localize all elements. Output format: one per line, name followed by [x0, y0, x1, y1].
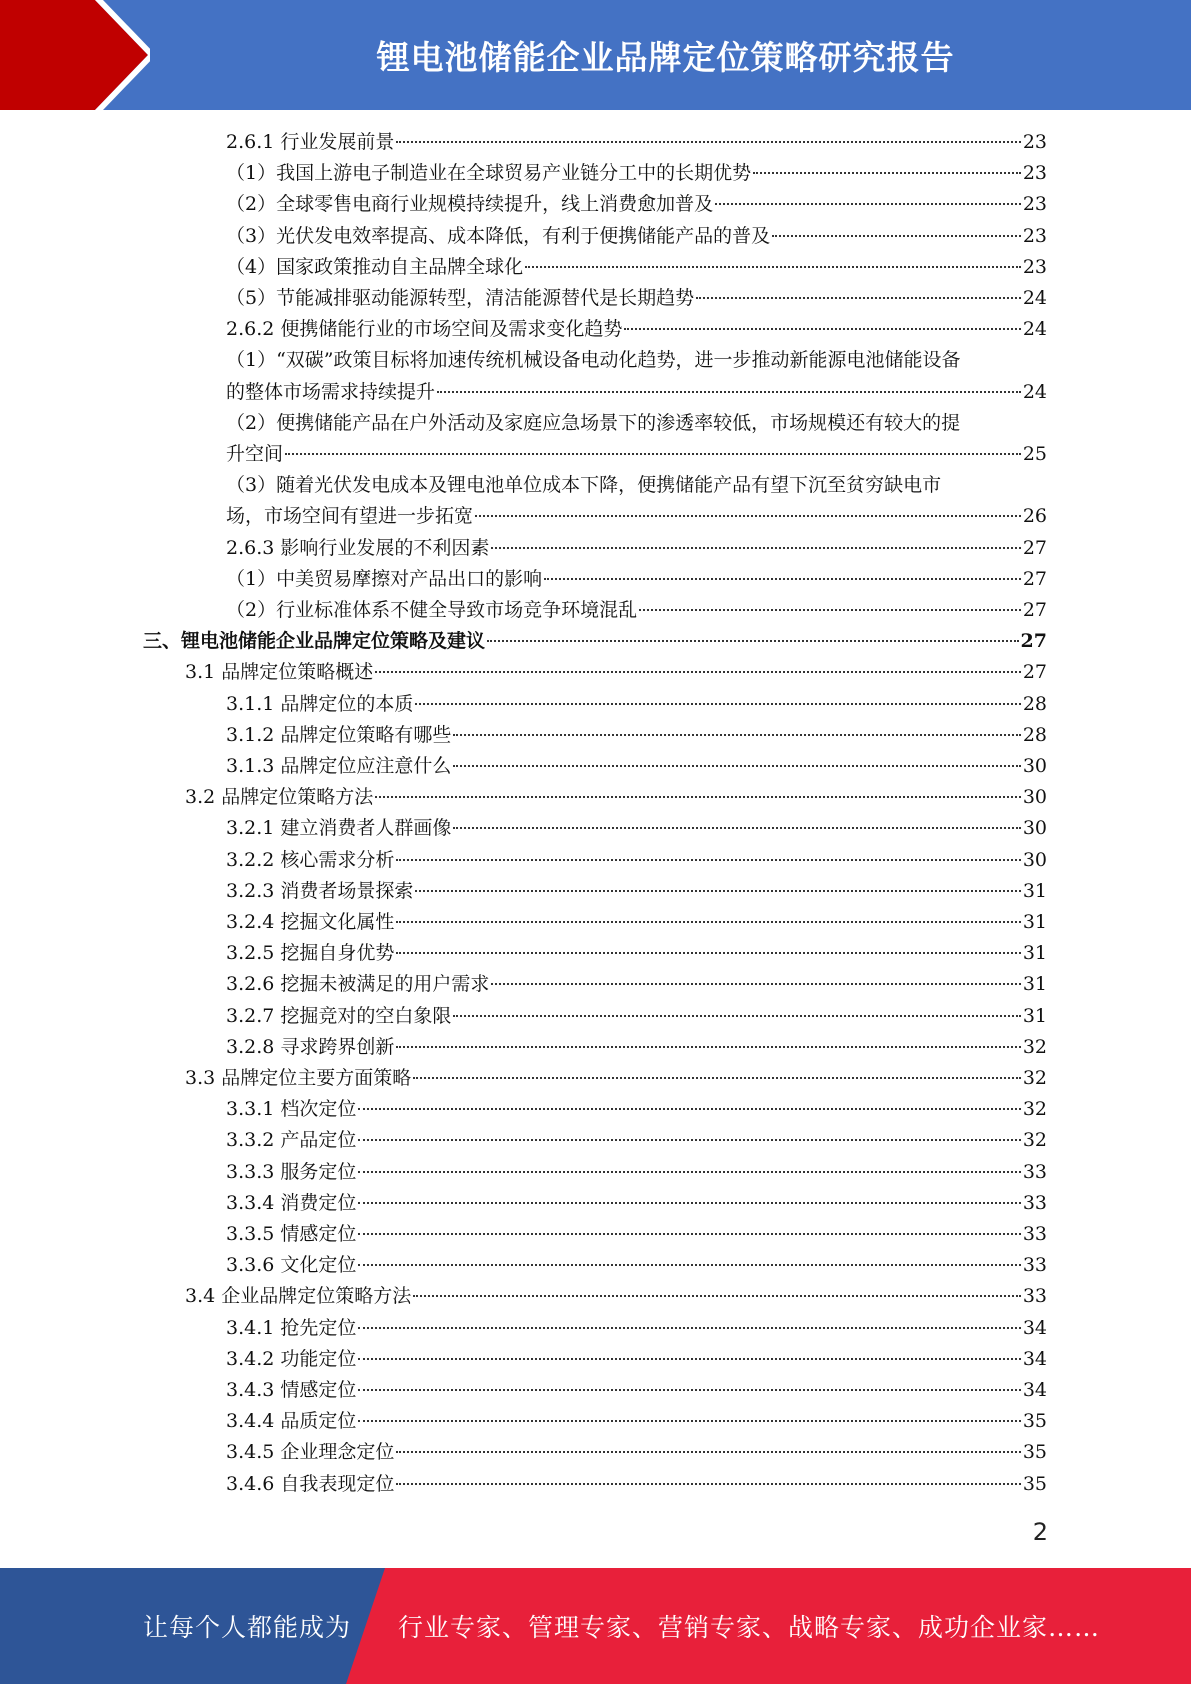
page-footer [0, 1568, 1191, 1684]
toc-entry-text: （4）国家政策推动自主品牌全球化 [226, 256, 524, 278]
toc-entry[interactable] [226, 439, 1047, 470]
toc-entry[interactable] [226, 1344, 1047, 1375]
toc-entry-text: 2.6.2 便携储能行业的市场空间及需求变化趋势 [226, 318, 623, 340]
toc-dot-leader [358, 1139, 1020, 1141]
header-arrow-decoration [0, 0, 150, 110]
toc-page-number: 30 [1022, 849, 1047, 871]
toc-entry[interactable] [226, 751, 1047, 782]
toc-entry[interactable] [226, 907, 1047, 938]
toc-dot-leader [415, 890, 1020, 892]
toc-page-number: 30 [1022, 817, 1047, 839]
toc-page-number: 33 [1022, 1254, 1047, 1276]
toc-entry-text: 3.3.4 消费定位 [226, 1192, 357, 1214]
toc-dot-leader [396, 952, 1020, 954]
toc-entry-text: 3.2.6 挖掘未被满足的用户需求 [226, 973, 490, 995]
toc-entry-text: 升空间 [226, 443, 284, 465]
toc-dot-leader [396, 141, 1020, 143]
toc-dot-leader [639, 609, 1021, 611]
toc-dot-leader [491, 983, 1020, 985]
toc-entry[interactable] [226, 189, 1047, 220]
toc-entry[interactable] [226, 283, 1047, 314]
toc-entry-text: 3.2.1 建立消费者人群画像 [226, 817, 452, 839]
toc-page-number: 27 [1022, 568, 1047, 590]
toc-dot-leader [358, 1171, 1020, 1173]
toc-page-number: 32 [1022, 1129, 1047, 1151]
toc-dot-leader [696, 297, 1021, 299]
toc-entry[interactable] [226, 1032, 1047, 1063]
toc-page-number: 33 [1022, 1192, 1047, 1214]
toc-entry[interactable] [226, 1437, 1047, 1468]
toc-entry-text: 3.3.2 产品定位 [226, 1129, 357, 1151]
toc-entry-text: （1）我国上游电子制造业在全球贸易产业链分工中的长期优势 [226, 162, 752, 184]
toc-dot-leader [453, 765, 1020, 767]
toc-entry-text: （2）全球零售电商行业规模持续提升，线上消费愈加普及 [226, 193, 714, 215]
toc-entry-text: （1）“双碳”政策目标将加速传统机械设备电动化趋势，进一步推动新能源电池储能设备 [226, 349, 961, 371]
toc-entry-text: 3.1.2 品牌定位策略有哪些 [226, 724, 452, 746]
toc-dot-leader [396, 921, 1020, 923]
toc-entry[interactable] [226, 720, 1047, 751]
toc-page-number: 28 [1022, 693, 1047, 715]
toc-page-number: 33 [1022, 1223, 1047, 1245]
toc-dot-leader [358, 1108, 1020, 1110]
toc-entry[interactable] [226, 314, 1047, 345]
toc-dot-leader [396, 859, 1020, 861]
toc-entry-text: 3.3 品牌定位主要方面策略 [185, 1067, 412, 1089]
footer-slogan-left: 让每个人都能成为 [143, 1613, 352, 1642]
toc-page-number: 32 [1022, 1036, 1047, 1058]
report-title: 锂电池储能企业品牌定位策略研究报告 [376, 37, 955, 77]
toc-entry[interactable] [226, 845, 1047, 876]
toc-dot-leader [525, 266, 1021, 268]
toc-page-number: 30 [1022, 755, 1047, 777]
toc-entry[interactable] [226, 969, 1047, 1000]
toc-entry-text: 3.3.6 文化定位 [226, 1254, 357, 1276]
toc-dot-leader [358, 1358, 1020, 1360]
toc-entry[interactable] [226, 158, 1047, 189]
toc-entry-text: 的整体市场需求持续提升 [226, 381, 436, 403]
toc-page-number: 35 [1022, 1473, 1047, 1495]
toc-dot-leader [413, 1295, 1021, 1297]
toc-entry-text: 3.2.7 挖掘竞对的空白象限 [226, 1005, 452, 1027]
toc-entry-text: 3.4.4 品质定位 [226, 1410, 357, 1432]
toc-page-number: 31 [1022, 880, 1047, 902]
toc-dot-leader [358, 1233, 1020, 1235]
toc-entry[interactable] [226, 1001, 1047, 1032]
toc-dot-leader [715, 203, 1021, 205]
toc-dot-leader [375, 671, 1021, 673]
toc-dot-leader [453, 734, 1020, 736]
toc-dot-leader [453, 827, 1020, 829]
toc-page-number: 24 [1022, 287, 1047, 309]
page-header [0, 0, 1191, 110]
toc-entry[interactable] [185, 782, 1047, 813]
toc-entry-text: （2）便携储能产品在户外活动及家庭应急场景下的渗透率较低，市场规模还有较大的提 [226, 412, 961, 434]
toc-page-number: 31 [1022, 911, 1047, 933]
toc-dot-leader [358, 1420, 1020, 1422]
toc-entry[interactable] [226, 1375, 1047, 1406]
toc-page-number: 27 [1022, 599, 1047, 621]
toc-dot-leader [437, 391, 1021, 393]
toc-entry-text: （1）中美贸易摩擦对产品出口的影响 [226, 568, 543, 590]
toc-page-number: 27 [1022, 537, 1047, 559]
toc-entry[interactable] [226, 938, 1047, 969]
toc-entry[interactable] [226, 1157, 1047, 1188]
toc-page-number: 33 [1022, 1161, 1047, 1183]
toc-entry[interactable] [226, 127, 1047, 158]
toc-entry-text: （2）行业标准体系不健全导致市场竞争环境混乱 [226, 599, 638, 621]
toc-entry[interactable] [226, 595, 1047, 626]
toc-page-number: 31 [1022, 973, 1047, 995]
toc-dot-leader [358, 1389, 1020, 1391]
toc-page-number: 31 [1022, 942, 1047, 964]
toc-entry[interactable] [185, 657, 1047, 688]
toc-entry-text: 2.6.3 影响行业发展的不利因素 [226, 537, 490, 559]
toc-page-number: 32 [1022, 1098, 1047, 1120]
toc-dot-leader [491, 547, 1020, 549]
toc-entry[interactable] [226, 1188, 1047, 1219]
toc-dot-leader [487, 640, 1019, 642]
toc-dot-leader [396, 1483, 1020, 1485]
toc-page-number: 23 [1022, 162, 1047, 184]
toc-page-number: 32 [1022, 1067, 1047, 1089]
toc-dot-leader [358, 1202, 1020, 1204]
toc-entry-text: 3.2.3 消费者场景探索 [226, 880, 414, 902]
toc-page-number: 34 [1022, 1317, 1047, 1339]
toc-page-number: 34 [1022, 1348, 1047, 1370]
toc-page-number: 35 [1022, 1410, 1047, 1432]
toc-page-number: 31 [1022, 1005, 1047, 1027]
toc-page-number: 23 [1022, 256, 1047, 278]
toc-dot-leader [415, 703, 1020, 705]
toc-entry[interactable] [226, 1469, 1047, 1500]
toc-entry-text: （5）节能减排驱动能源转型，清洁能源替代是长期趋势 [226, 287, 695, 309]
toc-entry[interactable] [143, 626, 1047, 657]
toc-entry-text: 场，市场空间有望进一步拓宽 [226, 505, 474, 527]
toc-dot-leader [358, 1264, 1020, 1266]
toc-entry-text: 3.4 企业品牌定位策略方法 [185, 1285, 412, 1307]
toc-entry-text: （3）光伏发电效率提高、成本降低，有利于便携储能产品的普及 [226, 225, 771, 247]
toc-entry[interactable] [226, 1406, 1047, 1437]
toc-entry[interactable] [226, 221, 1047, 252]
toc-entry[interactable] [226, 377, 1047, 408]
toc-dot-leader [453, 1015, 1020, 1017]
footer-slogan-right: 行业专家、管理专家、营销专家、战略专家、成功企业家…… [398, 1613, 1101, 1642]
toc-page-number: 27 [1022, 661, 1047, 683]
toc-entry-text: 3.3.5 情感定位 [226, 1223, 357, 1245]
toc-page-number: 24 [1022, 381, 1047, 403]
toc-entry[interactable] [226, 564, 1047, 595]
toc-entry-text: 3.2.8 寻求跨界创新 [226, 1036, 395, 1058]
toc-entry-text: 3.2.4 挖掘文化属性 [226, 911, 395, 933]
toc-entry-text: 3.2.5 挖掘自身优势 [226, 942, 395, 964]
toc-entry[interactable] [226, 501, 1047, 532]
toc-entry[interactable] [185, 1063, 1047, 1094]
toc-entry[interactable] [226, 1219, 1047, 1250]
toc-dot-leader [544, 578, 1021, 580]
toc-entry-text: 3.4.5 企业理念定位 [226, 1441, 395, 1463]
toc-entry-text: 三、锂电池储能企业品牌定位策略及建议 [143, 630, 486, 652]
toc-dot-leader [358, 1327, 1020, 1329]
toc-entry[interactable] [226, 252, 1047, 283]
toc-dot-leader [413, 1077, 1021, 1079]
toc-entry-text: 3.4.2 功能定位 [226, 1348, 357, 1370]
toc-page-number: 25 [1022, 443, 1047, 465]
toc-entry-text: 3.4.3 情感定位 [226, 1379, 357, 1401]
toc-page-number: 30 [1022, 786, 1047, 808]
toc-entry-text: 3.3.1 档次定位 [226, 1098, 357, 1120]
toc-dot-leader [753, 172, 1021, 174]
toc-page-number: 35 [1022, 1441, 1047, 1463]
toc-entry[interactable] [226, 876, 1047, 907]
toc-page-number: 24 [1022, 318, 1047, 340]
toc-dot-leader [396, 1046, 1020, 1048]
toc-dot-leader [624, 328, 1020, 330]
toc-page-number: 26 [1022, 505, 1047, 527]
toc-dot-leader [285, 453, 1021, 455]
toc-entry[interactable] [226, 1125, 1047, 1156]
toc-page-number: 23 [1022, 193, 1047, 215]
toc-entry-text: 2.6.1 行业发展前景 [226, 131, 395, 153]
toc-entry-text: 3.2.2 核心需求分析 [226, 849, 395, 871]
toc-entry-text: （3）随着光伏发电成本及锂电池单位成本下降，便携储能产品有望下沉至贫穷缺电市 [226, 474, 942, 496]
toc-entry-text: 3.4.1 抢先定位 [226, 1317, 357, 1339]
toc-dot-leader [375, 796, 1021, 798]
toc-page-number: 33 [1022, 1285, 1047, 1307]
toc-page-number: 28 [1022, 724, 1047, 746]
toc-page-number: 23 [1022, 225, 1047, 247]
toc-entry[interactable] [226, 533, 1047, 564]
toc-entry[interactable] [226, 1094, 1047, 1125]
toc-entry-text: 3.2 品牌定位策略方法 [185, 786, 374, 808]
toc-page-number: 34 [1022, 1379, 1047, 1401]
toc-entry-text: 3.1.3 品牌定位应注意什么 [226, 755, 452, 777]
toc-entry[interactable] [226, 689, 1047, 720]
toc-entry-text: 3.1 品牌定位策略概述 [185, 661, 374, 683]
toc-dot-leader [772, 235, 1021, 237]
toc-page-number: 23 [1022, 131, 1047, 153]
toc-entry[interactable] [226, 1313, 1047, 1344]
page-number: 2 [1032, 1518, 1048, 1546]
toc-entry-text: 3.3.3 服务定位 [226, 1161, 357, 1183]
toc-entry-text: 3.1.1 品牌定位的本质 [226, 693, 414, 715]
toc-dot-leader [475, 515, 1021, 517]
toc-entry[interactable] [185, 1281, 1047, 1312]
toc-dot-leader [396, 1451, 1020, 1453]
toc-page-number: 27 [1020, 630, 1047, 652]
toc-entry[interactable] [226, 813, 1047, 844]
toc-entry[interactable] [226, 1250, 1047, 1281]
toc-entry-text: 3.4.6 自我表现定位 [226, 1473, 395, 1495]
